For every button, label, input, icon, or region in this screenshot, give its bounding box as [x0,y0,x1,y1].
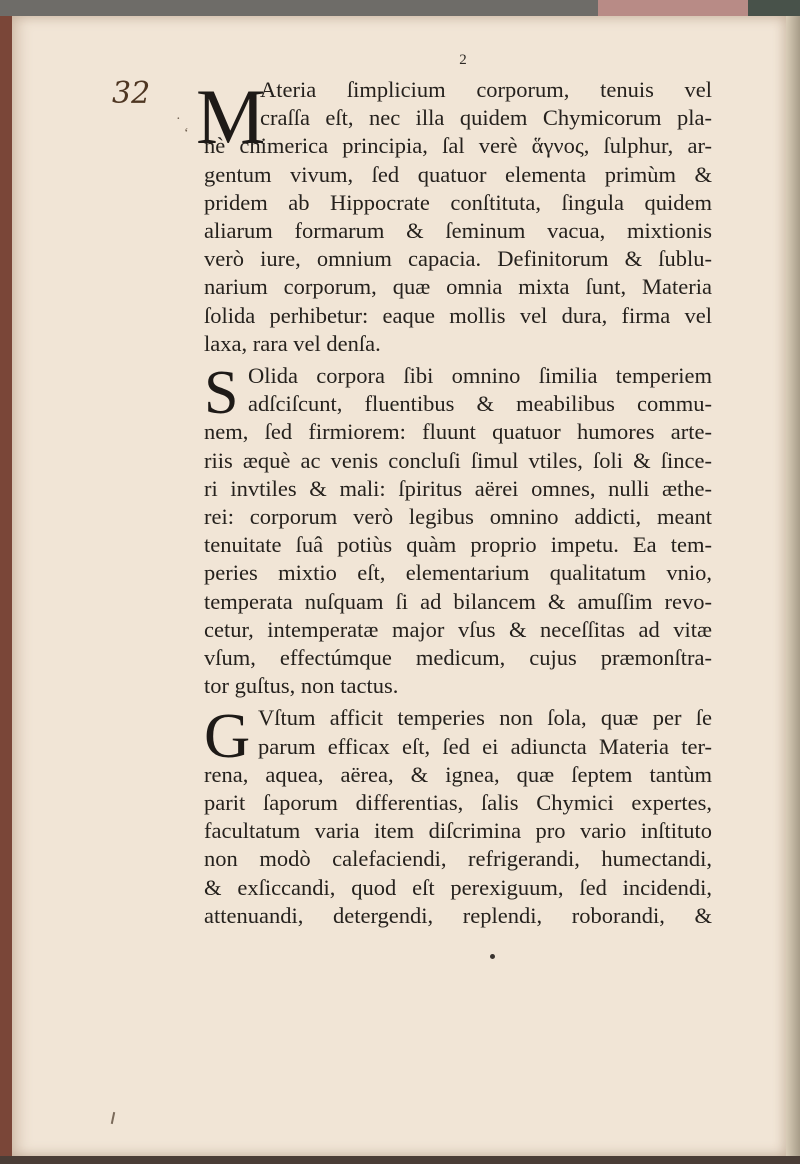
text-line: parum efficax eſt, ſed ei adiuncta Materia ter- [258,733,712,759]
text-line: ri invtiles & mali: ſpiritus aërei omnes, nulli æthe- [204,475,712,501]
ink-dot [490,954,495,959]
ink-mark [111,1112,115,1124]
drop-cap: G [204,700,251,772]
book-binding-edge [0,16,12,1164]
text-line: parit ſaporum differentias, ſalis Chymici expertes, [204,790,712,816]
margin-mark: ‘ [184,126,189,141]
text-line: cetur, intemperatæ major vſus & neceſſitas ad vitæ [204,616,712,642]
text-line: laxa, rara vel denſa. [204,330,381,356]
text-line: narium corporum, quæ omnia mixta ſunt, Materia [204,274,712,300]
text-line: gentum vivum, ſed quatuor elementa primùm & [204,161,712,187]
main-text [196,73,712,930]
margin-mark: · [176,112,181,127]
paragraph [204,700,712,930]
text-line: peries mixtio eſt, elementarium qualitatum vnio, [204,560,712,586]
text-line: nè chimerica principia, ſal verè ἅγνος, ſulphur, ar- [204,133,712,159]
color-bar-red [598,0,748,16]
text-line: pridem ab Hippocrate conſtituta, ſingula quidem [204,189,712,215]
text-line: verò iure, omnium capacia. Definitorum & ſublu- [204,246,712,272]
drop-cap: S [204,359,239,428]
text-line: craſſa eſt, nec illa quidem Chymicorum pla- [260,105,712,131]
text-line: aliarum formarum & ſeminum vacua, mixtionis [204,218,712,244]
text-line: nem, ſed firmiorem: fluunt quatuor humores arte- [204,419,712,445]
text-line: adſciſcunt, fluentibus & meabilibus commu- [248,391,712,417]
text-line: attenuandi, detergendi, replendi, roborandi, & [204,902,712,928]
color-bar-green [748,0,800,16]
text-line: Ateria ſimplicium corporum, tenuis vel [260,77,712,102]
text-line: & exſiccandi, quod eſt perexiguum, ſed incidendi, [204,874,712,900]
book-bottom-edge [0,1156,800,1164]
text-line: rena, aquea, aërea, & ignea, quæ ſeptem tantùm [204,761,712,787]
scanner-top-strip [0,0,800,16]
text-line: facultatum varia item diſcrimina pro vario inſtituto [204,818,712,844]
book-page [12,16,786,1156]
page-fore-edge [786,16,800,1164]
handwritten-folio-number: 32 [112,76,151,111]
text-line: non modò calefaciendi, refrigerandi, humectandi, [204,846,712,872]
text-line: ſolida perhibetur: eaque mollis vel dura, firma vel [204,302,712,328]
text-line: tenuitate ſuâ potiùs quàm proprio impetu. Ea tem- [204,532,712,558]
paragraph [204,359,712,700]
text-line: rei: corporum verò legibus omnino addicti, meant [204,504,712,530]
text-line: Vſtum afficit temperies non ſola, quæ per ſe [258,705,712,731]
text-line: tor guſtus, non tactus. [204,673,399,699]
drop-cap: M [196,73,266,160]
page-number: 2 [459,52,467,68]
paragraph [196,73,712,358]
text-line: Olida corpora ſibi omnino ſimilia temperiem [248,363,712,389]
text-line: vſum, effectúmque medicum, cujus præmonſtra- [204,645,712,671]
text-line: temperata nuſquam ſi ad bilancem & amuſſim revo- [204,588,712,614]
text-line: riis æquè ac venis concluſi ſimul vtiles, ſoli & ſince- [204,447,712,473]
